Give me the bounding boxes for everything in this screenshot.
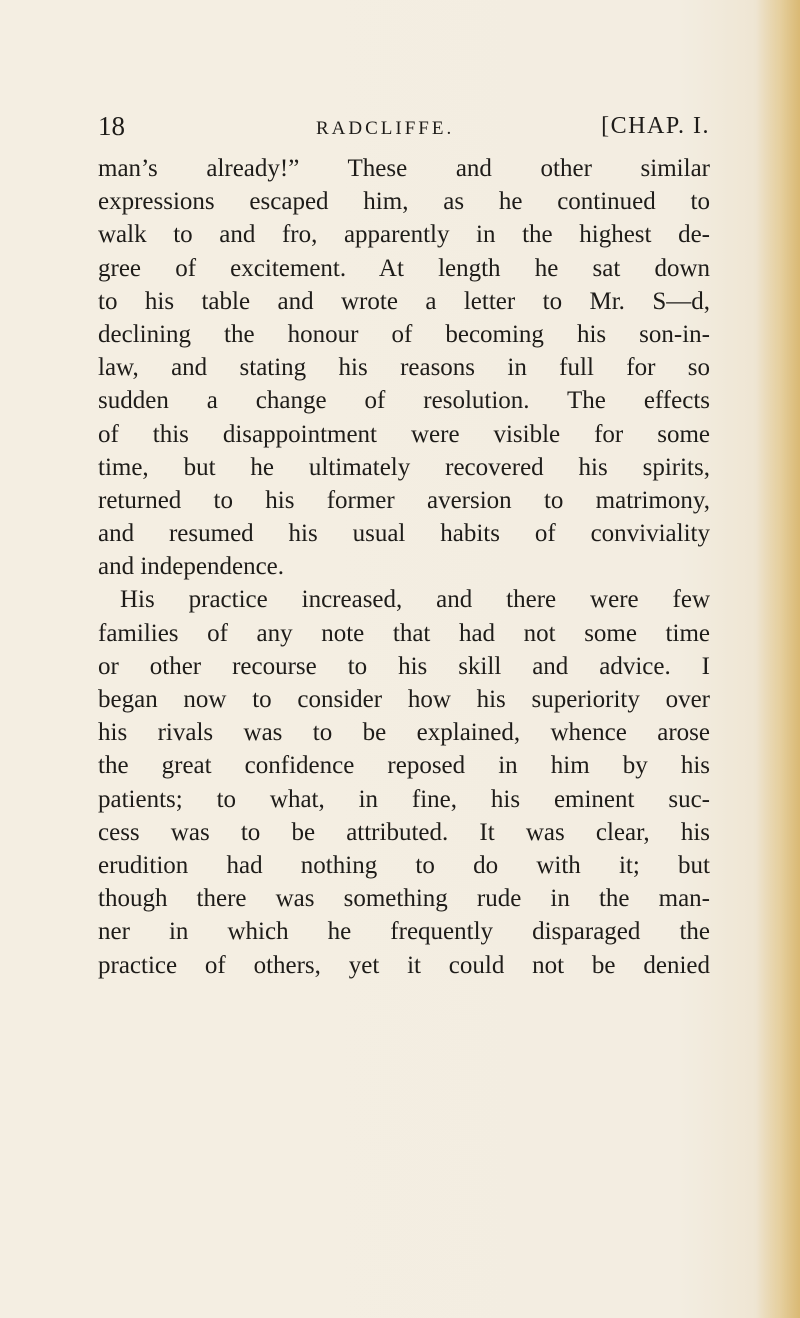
text-line: declining the honour of becoming his son-in- [98, 320, 710, 348]
text-line: families of any note that had not some time [98, 619, 710, 647]
text-line: ner in which he frequently disparaged the [98, 918, 710, 946]
page-number: 18 [98, 111, 125, 141]
chapter-reference: [CHAP. I. [601, 113, 710, 139]
page-binding-edge [756, 0, 800, 1318]
paragraph-start-line: His practice increased, and there were few [120, 586, 710, 614]
running-title: RADCLIFFE. [316, 118, 455, 139]
text-line: erudition had nothing to do with it; but [98, 851, 710, 879]
text-line: and resumed his usual habits of conviviality [98, 520, 710, 548]
body-text [98, 152, 710, 982]
text-line: the great confidence reposed in him by his [98, 752, 710, 780]
text-line: to his table and wrote a letter to Mr. S—d, [98, 287, 710, 315]
text-line: walk to and fro, apparently in the highest de- [98, 221, 710, 249]
text-line: gree of excitement. At length he sat down [98, 254, 710, 282]
text-line: man’s already!” These and other similar [98, 155, 710, 182]
text-line: time, but he ultimately recovered his spirits, [98, 453, 710, 481]
text-line: law, and stating his reasons in full for so [98, 354, 710, 382]
text-line: expressions escaped him, as he continued to [98, 188, 710, 216]
text-line: patients; to what, in fine, his eminent suc- [98, 785, 710, 813]
text-line: of this disappointment were visible for some [98, 420, 710, 448]
running-header [98, 108, 710, 144]
text-line: cess was to be attributed. It was clear, his [98, 818, 710, 846]
text-line: or other recourse to his skill and advice. I [98, 652, 710, 680]
text-line: returned to his former aversion to matrimony, [98, 486, 710, 514]
text-line: began now to consider how his superiority over [98, 686, 710, 713]
text-line: sudden a change of resolution. The effects [98, 387, 710, 415]
text-line: his rivals was to be explained, whence arose [98, 719, 710, 747]
text-line: practice of others, yet it could not be denied [98, 951, 710, 979]
paragraph-end-line: and independence. [98, 553, 285, 581]
text-line: though there was something rude in the man- [98, 885, 710, 913]
